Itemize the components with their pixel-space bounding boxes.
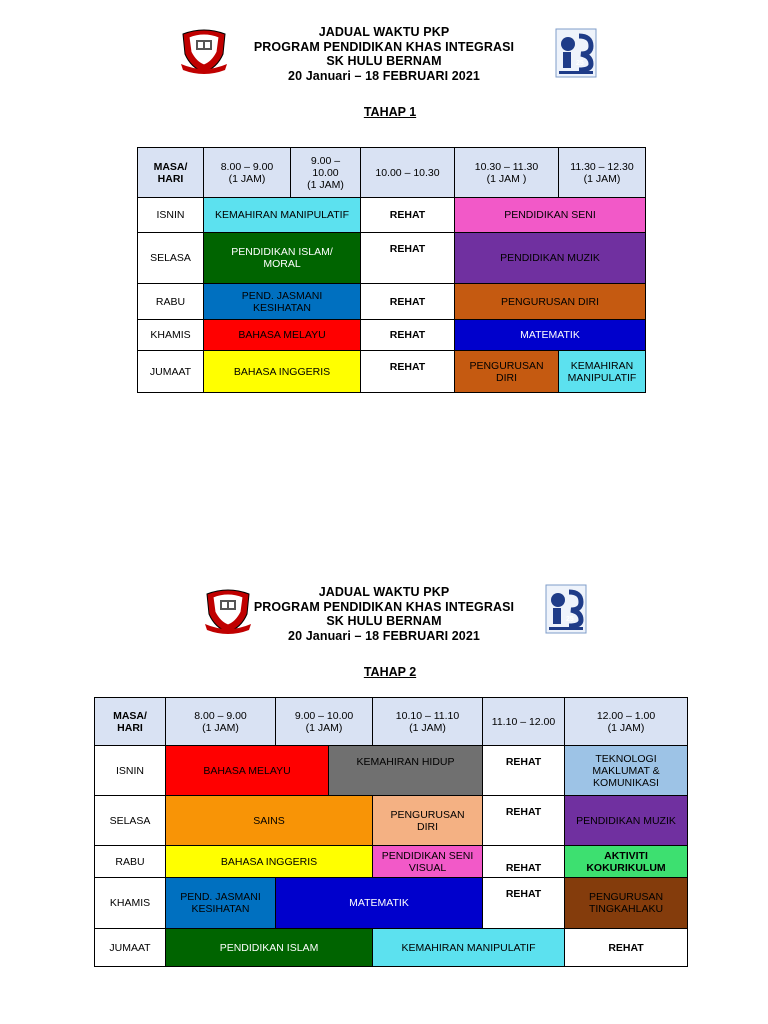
schedule-title: JADUAL WAKTU PKP	[318, 585, 450, 599]
subject-cell: PENGURUSAN DIRI	[373, 796, 483, 846]
rehat-cell: REHAT	[361, 351, 455, 393]
program-title: PROGRAM PENDIDIKAN KHAS INTEGRASI	[253, 39, 515, 54]
subject-cell: TEKNOLOGI MAKLUMAT & KOMUNIKASI	[565, 746, 688, 796]
table-row	[95, 846, 688, 878]
subject-cell: PENDIDIKAN MUZIK	[565, 796, 688, 846]
rehat-cell: REHAT	[483, 878, 565, 929]
table-row	[95, 878, 688, 929]
table-header-row	[138, 148, 646, 198]
subject-cell: BAHASA MELAYU	[166, 746, 329, 796]
subject-cell: KEMAHIRAN HIDUP	[329, 746, 483, 796]
subject-cell: PENGURUSAN DIRI	[455, 284, 646, 320]
day-cell: RABU	[138, 284, 204, 320]
svg-text:25: 25	[566, 616, 574, 623]
subject-cell: MATEMATIK	[455, 320, 646, 351]
rehat-cell: REHAT	[361, 233, 455, 284]
subject-cell: PENGURUSAN TINGKAHLAKU	[565, 878, 688, 929]
table-row	[138, 351, 646, 393]
time-slot-header: 11.10 – 12.00	[483, 698, 565, 746]
rehat-cell: REHAT	[361, 284, 455, 320]
rehat-cell: REHAT	[483, 796, 565, 846]
rehat-cell: REHAT	[565, 929, 688, 967]
subject-cell: BAHASA INGGERIS	[166, 846, 373, 878]
masa-hari-header: MASA/ HARI	[95, 698, 166, 746]
time-slot-header: 8.00 – 9.00 (1 JAM)	[166, 698, 276, 746]
time-slot-header: 12.00 – 1.00 (1 JAM)	[565, 698, 688, 746]
subject-cell: PENDIDIKAN ISLAM/ MORAL	[204, 233, 361, 284]
table-row	[138, 198, 646, 233]
table-row	[138, 320, 646, 351]
subject-cell: KEMAHIRAN MANIPULATIF	[204, 198, 361, 233]
day-cell: RABU	[95, 846, 166, 878]
subject-cell: PENDIDIKAN SENI	[455, 198, 646, 233]
program-25-logo	[545, 584, 587, 634]
program-25-logo	[555, 28, 597, 78]
time-slot-header: 10.30 – 11.30 (1 JAM )	[455, 148, 559, 198]
table-row	[95, 929, 688, 967]
time-slot-header: 9.00 – 10.00 (1 JAM)	[276, 698, 373, 746]
subject-cell: BAHASA MELAYU	[204, 320, 361, 351]
rehat-cell: REHAT	[483, 846, 565, 878]
table-row	[95, 746, 688, 796]
tahap1-header	[0, 25, 768, 83]
tahap2-header	[0, 585, 768, 643]
subject-cell: AKTIVITI KOKURIKULUM	[565, 846, 688, 878]
subject-cell: PEND. JASMANI KESIHATAN	[204, 284, 361, 320]
day-cell: KHAMIS	[138, 320, 204, 351]
subject-cell: MATEMATIK	[276, 878, 483, 929]
rehat-cell: REHAT	[483, 746, 565, 796]
school-name: SK HULU BERNAM	[326, 614, 442, 628]
day-cell: JUMAAT	[138, 351, 204, 393]
rehat-cell: REHAT	[361, 198, 455, 233]
table-row	[138, 233, 646, 284]
day-cell: ISNIN	[95, 746, 166, 796]
day-cell: KHAMIS	[95, 878, 166, 929]
subject-cell: PENGURUSAN DIRI	[455, 351, 559, 393]
schedule-title: JADUAL WAKTU PKP	[318, 25, 450, 39]
subject-cell: KEMAHIRAN MANIPULATIF	[559, 351, 646, 393]
tahap2-label: TAHAP 2	[363, 665, 417, 679]
subject-cell: PENDIDIKAN ISLAM	[166, 929, 373, 967]
day-cell: SELASA	[138, 233, 204, 284]
svg-text:25: 25	[576, 60, 584, 67]
tahap2-timetable	[94, 697, 688, 967]
time-slot-header: 8.00 – 9.00 (1 JAM)	[204, 148, 291, 198]
date-range: 20 Januari – 18 FEBRUARI 2021	[288, 68, 480, 83]
subject-cell: PEND. JASMANI KESIHATAN	[166, 878, 276, 929]
subject-cell: PENDIDIKAN SENI VISUAL	[373, 846, 483, 878]
rehat-cell: REHAT	[361, 320, 455, 351]
subject-cell: PENDIDIKAN MUZIK	[455, 233, 646, 284]
table-row	[138, 284, 646, 320]
date-range: 20 Januari – 18 FEBRUARI 2021	[288, 628, 480, 643]
subject-cell: BAHASA INGGERIS	[204, 351, 361, 393]
table-header-row	[95, 698, 688, 746]
tahap1-timetable	[137, 147, 646, 393]
time-slot-header: 9.00 – 10.00 (1 JAM)	[291, 148, 361, 198]
tahap1-label: TAHAP 1	[363, 105, 417, 119]
program-title: PROGRAM PENDIDIKAN KHAS INTEGRASI	[253, 599, 515, 614]
subject-cell: SAINS	[166, 796, 373, 846]
time-slot-header: 10.10 – 11.10 (1 JAM)	[373, 698, 483, 746]
day-cell: JUMAAT	[95, 929, 166, 967]
subject-cell: KEMAHIRAN MANIPULATIF	[373, 929, 565, 967]
masa-hari-header: MASA/ HARI	[138, 148, 204, 198]
day-cell: SELASA	[95, 796, 166, 846]
time-slot-header: 11.30 – 12.30 (1 JAM)	[559, 148, 646, 198]
time-slot-header: 10.00 – 10.30	[361, 148, 455, 198]
table-row	[95, 796, 688, 846]
school-name: SK HULU BERNAM	[326, 54, 442, 68]
day-cell: ISNIN	[138, 198, 204, 233]
